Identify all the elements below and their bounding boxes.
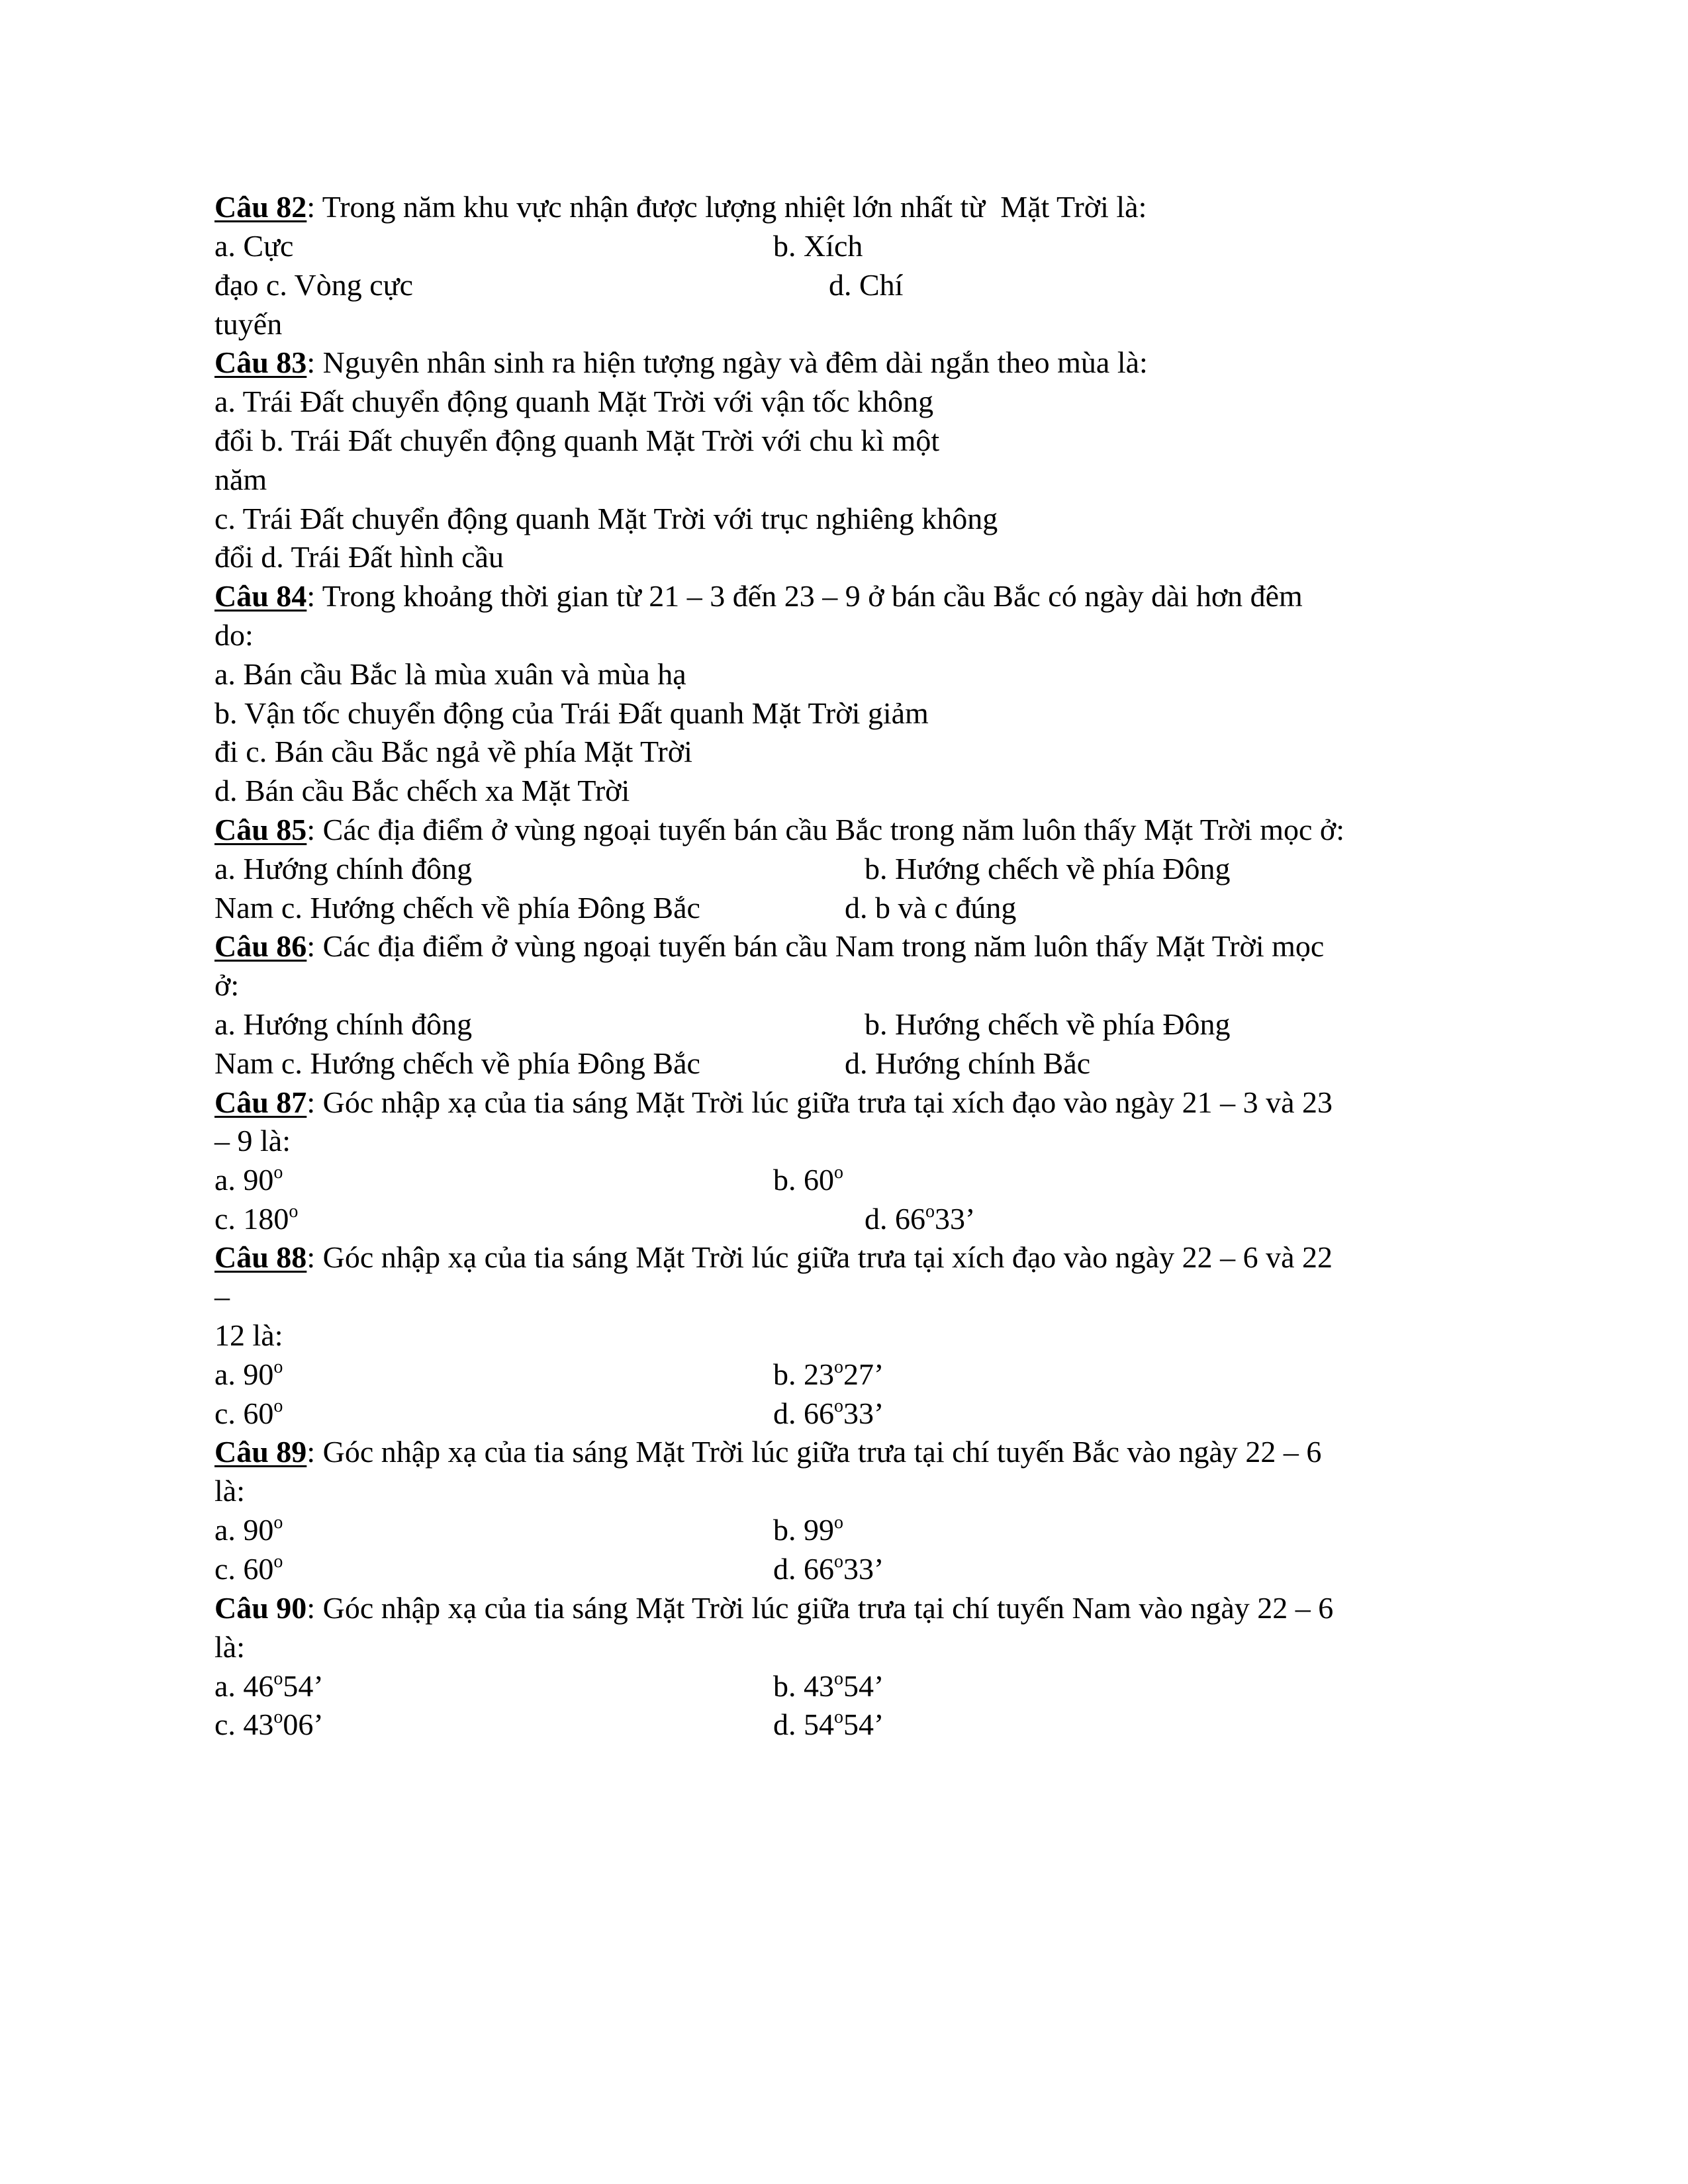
q83-label: Câu 83: [214, 345, 307, 379]
q90-option-c: [214, 1706, 324, 1744]
q82-line-1: [214, 188, 1147, 226]
degree-sign: o: [273, 1707, 283, 1727]
q86-option-d: d. Hướng chính Bắc: [845, 1046, 1091, 1080]
q83-line-3: đổi b. Trái Đất chuyển động quanh Mặt Trời với chu kì một: [214, 424, 940, 457]
q85-text: : Các địa điểm ở vùng ngoại tuyến bán cầu Bắc trong năm luôn thấy Mặt Trời mọc ở:: [306, 813, 1345, 846]
q88-option-d: [773, 1394, 884, 1433]
q89-option-b-value: b. 99: [773, 1513, 834, 1547]
q87-option-c: [214, 1200, 298, 1238]
degree-sign: o: [925, 1201, 935, 1222]
q87-option-a-value: a. 90: [214, 1163, 274, 1197]
q82-label: Câu 82: [214, 190, 307, 224]
degree-sign: o: [273, 1396, 283, 1416]
q90-text: : Góc nhập xạ của tia sáng Mặt Trời lúc giữa trưa tại chí tuyến Nam vào ngày 22 – 6: [306, 1591, 1334, 1625]
degree-sign: o: [834, 1512, 843, 1533]
q88-option-b: [773, 1355, 884, 1394]
degree-sign: o: [834, 1668, 843, 1689]
q90-option-a-minutes: 54’: [283, 1669, 324, 1703]
q82-option-d: d. Chí: [829, 268, 904, 302]
q87-option-b: [773, 1161, 843, 1199]
q86-option-b: b. Hướng chếch về phía Đông: [865, 1007, 1231, 1041]
q88-option-c: [214, 1394, 283, 1433]
q88-option-b-minutes: 27’: [843, 1357, 884, 1391]
q83-text: : Nguyên nhân sinh ra hiện tượng ngày và đêm dài ngắn theo mùa là:: [306, 345, 1148, 379]
q83-line-2: a. Trái Đất chuyển động quanh Mặt Trời với vận tốc không: [214, 385, 934, 418]
q88-option-d-minutes: 33’: [843, 1396, 884, 1430]
degree-sign: o: [834, 1707, 843, 1727]
q87-option-c-value: c. 180: [214, 1202, 289, 1236]
degree-sign: o: [273, 1668, 283, 1689]
q84-line-5: đi c. Bán cầu Bắc ngả về phía Mặt Trời: [214, 735, 692, 768]
q87-option-d: [865, 1200, 975, 1238]
q88-line-2: –: [214, 1279, 230, 1313]
degree-sign: o: [273, 1162, 283, 1183]
q88-option-c-value: c. 60: [214, 1396, 274, 1430]
q90-option-a-degrees: a. 46: [214, 1669, 274, 1703]
q84-line-1: [214, 577, 1303, 615]
q89-option-d: [773, 1550, 884, 1588]
q89-option-d-degrees: d. 66: [773, 1552, 834, 1586]
q87-option-a: [214, 1161, 283, 1199]
q84-line-2: do:: [214, 618, 254, 652]
q88-option-a-value: a. 90: [214, 1357, 274, 1391]
q87-option-d-minutes: 33’: [935, 1202, 976, 1236]
q89-option-d-minutes: 33’: [843, 1552, 884, 1586]
q87-option-b-value: b. 60: [773, 1163, 834, 1197]
q90-option-b-degrees: b. 43: [773, 1669, 834, 1703]
q90-option-b: [773, 1667, 884, 1706]
q86-text: : Các địa điểm ở vùng ngoại tuyến bán cầu Nam trong năm luôn thấy Mặt Trời mọc: [306, 929, 1325, 963]
q83-line-6: đổi d. Trái Đất hình cầu: [214, 540, 504, 574]
q82-option-b: b. Xích: [773, 229, 863, 263]
q87-label: Câu 87: [214, 1085, 307, 1119]
q84-line-6: d. Bán cầu Bắc chếch xa Mặt Trời: [214, 774, 630, 807]
q83-line-4: năm: [214, 463, 267, 496]
q87-option-d-degrees: d. 66: [865, 1202, 925, 1236]
q86-option-c: Nam c. Hướng chếch về phía Đông Bắc: [214, 1046, 700, 1080]
q89-option-c-value: c. 60: [214, 1552, 274, 1586]
degree-sign: o: [289, 1201, 299, 1222]
degree-sign: o: [834, 1357, 843, 1377]
q90-option-d-degrees: d. 54: [773, 1707, 834, 1741]
q89-line-2: là:: [214, 1474, 245, 1508]
q88-option-a: [214, 1355, 283, 1394]
q87-text: : Góc nhập xạ của tia sáng Mặt Trời lúc giữa trưa tại xích đạo vào ngày 21 – 3 và 23: [306, 1085, 1333, 1119]
q82-option-c: đạo c. Vòng cực: [214, 268, 413, 302]
q85-option-c: Nam c. Hướng chếch về phía Đông Bắc: [214, 891, 700, 925]
q84-label: Câu 84: [214, 579, 307, 613]
degree-sign: o: [273, 1357, 283, 1377]
q88-line-1: [214, 1238, 1333, 1277]
degree-sign: o: [834, 1396, 843, 1416]
q87-line-1: [214, 1083, 1333, 1122]
q89-option-c: [214, 1550, 283, 1588]
q88-text: : Góc nhập xạ của tia sáng Mặt Trời lúc giữa trưa tại xích đạo vào ngày 22 – 6 và 22: [306, 1240, 1333, 1274]
q86-label: Câu 86: [214, 929, 307, 963]
q88-option-b-degrees: b. 23: [773, 1357, 834, 1391]
q89-label: Câu 89: [214, 1435, 307, 1469]
q90-line-1: [214, 1589, 1333, 1627]
q90-label: Câu 90: [214, 1591, 307, 1625]
q88-line-3: 12 là:: [214, 1318, 283, 1352]
degree-sign: o: [273, 1512, 283, 1533]
q84-text: : Trong khoảng thời gian từ 21 – 3 đến 23 – 9 ở bán cầu Bắc có ngày dài hơn đêm: [306, 579, 1303, 613]
q85-line-1: [214, 811, 1344, 849]
q90-option-d: [773, 1706, 884, 1744]
q90-option-a: [214, 1667, 324, 1706]
q90-option-b-minutes: 54’: [843, 1669, 884, 1703]
q86-line-1: [214, 927, 1324, 966]
q86-option-a: a. Hướng chính đông: [214, 1007, 473, 1041]
q89-option-a: [214, 1511, 283, 1549]
q90-option-c-minutes: 06’: [283, 1707, 324, 1741]
q85-option-d: d. b và c đúng: [845, 891, 1017, 925]
degree-sign: o: [273, 1551, 283, 1572]
q89-line-1: [214, 1433, 1321, 1471]
q84-line-4: b. Vận tốc chuyển động của Trái Đất quanh Mặt Trời giảm: [214, 696, 929, 730]
q82-text: : Trong năm khu vực nhận được lượng nhiệt lớn nhất từ Mặt Trời là:: [306, 190, 1147, 224]
q83-line-1: [214, 343, 1148, 382]
degree-sign: o: [834, 1162, 843, 1183]
q90-option-c-degrees: c. 43: [214, 1707, 274, 1741]
q89-text: : Góc nhập xạ của tia sáng Mặt Trời lúc giữa trưa tại chí tuyến Bắc vào ngày 22 – 6: [306, 1435, 1322, 1469]
q90-option-d-minutes: 54’: [843, 1707, 884, 1741]
q85-label: Câu 85: [214, 813, 307, 846]
q87-line-2: – 9 là:: [214, 1124, 291, 1158]
q89-option-a-value: a. 90: [214, 1513, 274, 1547]
degree-sign: o: [834, 1551, 843, 1572]
q89-option-b: [773, 1511, 843, 1549]
q85-option-b: b. Hướng chếch về phía Đông: [865, 852, 1231, 886]
q86-line-2: ở:: [214, 968, 240, 1002]
q85-option-a: a. Hướng chính đông: [214, 852, 473, 886]
q82-option-a: a. Cực: [214, 229, 294, 263]
q83-line-5: c. Trái Đất chuyển động quanh Mặt Trời với trục nghiêng không: [214, 502, 998, 535]
q88-option-d-degrees: d. 66: [773, 1396, 834, 1430]
q82-line-4: tuyến: [214, 307, 283, 341]
q90-line-2: là:: [214, 1630, 245, 1664]
q88-label: Câu 88: [214, 1240, 307, 1274]
q84-line-3: a. Bán cầu Bắc là mùa xuân và mùa hạ: [214, 657, 686, 691]
